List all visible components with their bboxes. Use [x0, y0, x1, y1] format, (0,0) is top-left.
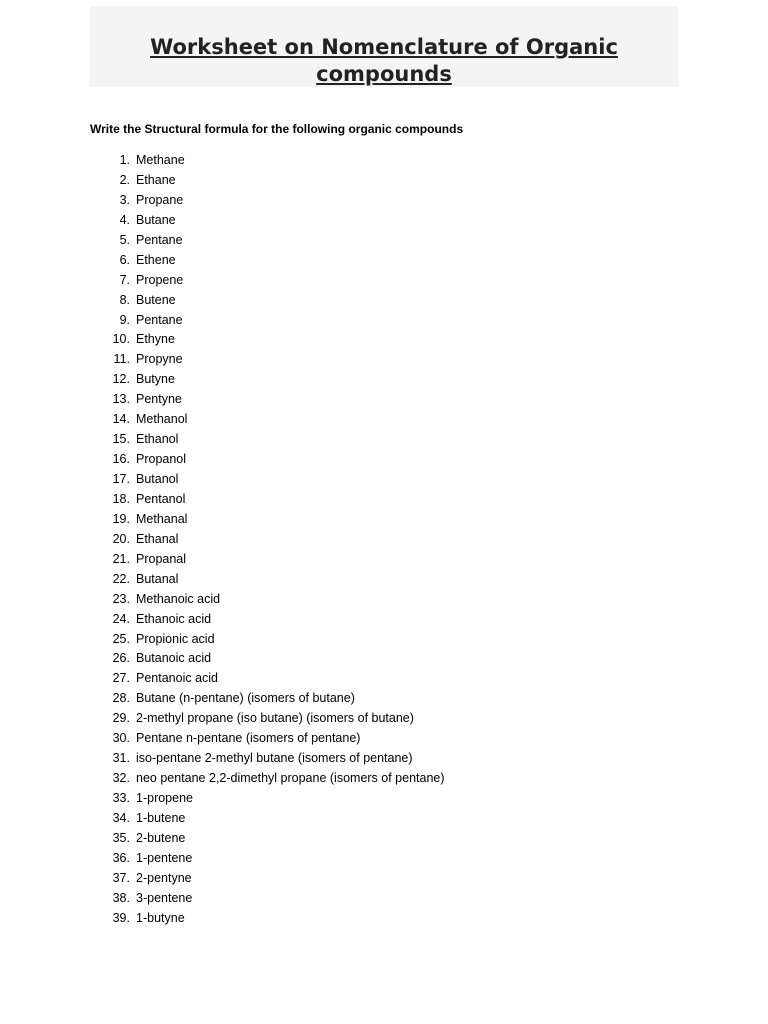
list-item-name: 2-methyl propane (iso butane) (isomers of butane): [136, 711, 414, 726]
title-banner: [90, 6, 678, 87]
list-item-number: 24.: [112, 611, 130, 626]
list-item-name: Butane (n-pentane) (isomers of butane): [136, 691, 355, 706]
list-item-name: Propene: [136, 272, 184, 287]
list-item-name: Ethane: [136, 172, 176, 187]
list-item-number: 34.: [112, 810, 130, 825]
list-item-number: 38.: [112, 890, 130, 905]
list-item-number: 13.: [112, 392, 130, 407]
list-item-number: 10.: [112, 332, 130, 347]
list-item-name: Propanol: [136, 452, 187, 467]
list-item-name: Pentane: [136, 232, 183, 247]
list-item-name: 1-pentene: [136, 850, 193, 865]
list-item-name: Butanoic acid: [136, 651, 212, 666]
list-item-number: 26.: [112, 651, 130, 666]
list-item-name: 2-pentyne: [136, 870, 192, 885]
list-item-name: Ethanoic acid: [136, 611, 212, 626]
list-item-name: 1-butene: [136, 810, 186, 825]
list-item-number: 2.: [119, 172, 130, 187]
list-item-number: 36.: [112, 850, 130, 865]
list-item-name: iso-pentane 2-methyl butane (isomers of pentane): [136, 751, 413, 766]
list-item-number: 27.: [112, 671, 130, 686]
list-item-number: 12.: [112, 372, 130, 387]
list-item-name: Butanol: [136, 472, 179, 486]
list-item-name: Pentanoic acid: [136, 671, 219, 686]
list-item-number: 29.: [112, 711, 130, 726]
list-item-name: Ethanol: [136, 432, 179, 447]
list-item-name: 1-butyne: [136, 910, 185, 925]
list-item-number: 20.: [112, 531, 130, 546]
page-title: Worksheet on Nomenclature of Organic compounds: [150, 35, 618, 86]
list-item-name: Pentane n-pentane (isomers of pentane): [136, 731, 361, 746]
list-item-number: 16.: [112, 452, 130, 467]
list-item-name: Ethanal: [136, 531, 179, 546]
list-item-name: Methanol: [136, 412, 188, 427]
list-item-number: 7.: [119, 272, 130, 287]
list-item-number: 15.: [112, 432, 130, 447]
list-item-number: 33.: [112, 791, 130, 805]
list-item-number: 3.: [119, 192, 130, 207]
list-item-number: 30.: [112, 731, 130, 746]
list-item-number: 32.: [112, 771, 130, 786]
list-item-number: 39.: [112, 910, 130, 925]
list-item-name: Ethene: [136, 252, 176, 267]
list-item-name: Propane: [136, 192, 184, 207]
list-item-number: 9.: [119, 312, 130, 327]
list-item-number: 28.: [112, 691, 130, 706]
list-item-name: Methanoic acid: [136, 591, 221, 606]
list-item-name: Propanal: [136, 551, 187, 566]
list-item-name: Propionic acid: [136, 631, 215, 646]
list-item-name: Pentane: [136, 312, 183, 327]
list-item-number: 6.: [119, 252, 130, 267]
list-item-number: 25.: [112, 631, 130, 646]
list-item-name: Propyne: [136, 352, 183, 367]
list-item-number: 17.: [112, 472, 130, 486]
list-item-number: 22.: [112, 571, 130, 586]
list-item-name: Methanal: [136, 511, 188, 526]
list-item-number: 35.: [112, 830, 130, 845]
list-item-number: 31.: [112, 751, 130, 766]
list-item-name: 1-propene: [136, 791, 193, 805]
list-item-number: 21.: [112, 551, 130, 566]
list-item-number: 8.: [119, 292, 130, 307]
list-item-name: Methane: [136, 153, 185, 167]
list-item-name: 2-butene: [136, 830, 186, 845]
list-item-number: 1.: [119, 153, 130, 167]
list-item-number: 4.: [119, 212, 130, 227]
list-item-name: Butane: [136, 212, 176, 227]
list-item-name: Ethyne: [136, 332, 175, 347]
list-item-number: 37.: [112, 870, 130, 885]
list-item-name: Pentanol: [136, 491, 186, 506]
instruction-text: Write the Structural formula for the following organic compounds: [90, 122, 464, 136]
list-item-name: Pentyne: [136, 392, 182, 407]
list-item-number: 11.: [113, 352, 130, 367]
list-item-number: 23.: [112, 591, 130, 606]
list-item-name: 3-pentene: [136, 890, 193, 905]
list-item-name: Butanal: [136, 571, 179, 586]
list-item-number: 19.: [112, 511, 130, 526]
list-item-name: neo pentane 2,2-dimethyl propane (isomers of pentane): [136, 771, 445, 786]
list-item-number: 18.: [112, 491, 130, 506]
list-item-name: Butyne: [136, 372, 175, 387]
list-item-number: 14.: [112, 412, 130, 427]
list-item-number: 5.: [119, 232, 130, 247]
list-item-name: Butene: [136, 292, 176, 307]
